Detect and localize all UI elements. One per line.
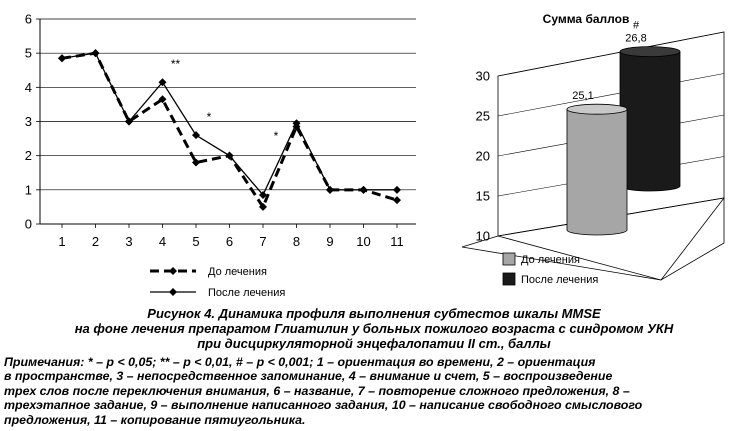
figure-notes — [4, 355, 744, 427]
x-tick-label: 10 — [356, 234, 371, 249]
legend-label: После лечения — [208, 287, 286, 299]
x-tick-label: 1 — [58, 234, 66, 249]
notes-line-4: трехэтапное задание, 9 – выполнение написанного задания, 10 – написание свободного смыслового — [4, 398, 643, 413]
series-line-2 — [62, 53, 397, 195]
caption-line-3: при дисциркуляторной энцефалопатии II ст., баллы — [197, 336, 551, 351]
x-tick-label: 7 — [259, 234, 267, 249]
y-tick-label: 4 — [24, 79, 32, 95]
y-tick-label: 10 — [475, 228, 490, 244]
significance-mark: * — [273, 128, 279, 143]
data-point — [393, 196, 401, 204]
data-point — [360, 186, 368, 194]
line-chart — [25, 12, 416, 300]
x-tick-label: 5 — [192, 234, 200, 249]
significance-mark: ** — [170, 57, 181, 72]
legend-label: После лечения — [521, 274, 599, 286]
y-tick-label: 15 — [475, 188, 490, 204]
y-tick-label: 25 — [475, 108, 490, 124]
data-point — [393, 186, 401, 194]
data-label: 26,8 — [625, 32, 647, 45]
x-tick-label: 3 — [125, 234, 133, 249]
caption-line-2: на фоне лечения препаратом Глиатилин у больных пожилого возраста с синдромом УКН — [74, 321, 674, 336]
x-tick-label: 11 — [390, 234, 404, 249]
y-tick-label: 1 — [24, 182, 32, 198]
bar-top — [620, 47, 680, 57]
notes-line-3: трех слов после переключения внимания, 6 – название, 7 – повторение сложного предложения, 8 – — [4, 383, 630, 398]
data-label: 25,1 — [572, 90, 594, 103]
legend-label: До лечения — [521, 254, 580, 266]
cylinder-chart — [462, 12, 724, 286]
bar — [567, 109, 627, 235]
significance-mark: # — [632, 19, 640, 32]
legend-marker — [169, 288, 177, 296]
notes-line-2: в пространстве, 3 – непосредственное запоминание, 4 – внимание и счет, 5 – воспроизведение — [4, 369, 613, 384]
y-tick-label: 5 — [24, 45, 32, 61]
y-tick-label: 2 — [24, 148, 32, 164]
chart-title: Сумма баллов — [542, 12, 630, 26]
x-tick-label: 2 — [91, 234, 100, 249]
notes-line-1: Примечания: * – p < 0,05; ** – p < 0,01, # – p < 0,001; 1 – ориентация во времени, 2 – ориентация — [4, 355, 596, 369]
data-point — [58, 54, 66, 62]
legend-swatch — [503, 273, 515, 285]
legend-marker — [169, 267, 177, 275]
y-tick-label: 20 — [475, 148, 490, 164]
legend-label: До лечения — [208, 266, 267, 278]
significance-mark: * — [206, 110, 212, 125]
y-tick-label: 6 — [24, 11, 32, 27]
legend-swatch — [503, 253, 515, 265]
figure-caption — [0, 306, 748, 351]
y-tick-label: 0 — [24, 216, 32, 232]
x-tick-label: 8 — [292, 234, 301, 249]
x-tick-label: 9 — [326, 234, 334, 249]
bar-top — [567, 104, 627, 114]
data-point — [326, 186, 334, 194]
series-line-1 — [62, 53, 397, 207]
x-tick-label: 6 — [225, 234, 234, 249]
data-point — [92, 49, 100, 57]
y-tick-label: 30 — [475, 68, 490, 84]
y-tick-label: 3 — [24, 114, 32, 129]
bar — [620, 52, 680, 191]
caption-line-1: Рисунок 4. Динамика профиля выполнения субтестов шкалы MMSE — [147, 306, 601, 321]
data-point — [192, 131, 200, 139]
x-tick-label: 4 — [158, 234, 167, 249]
notes-line-5: предложения, 11 – копирование пятиугольника. — [4, 412, 306, 427]
